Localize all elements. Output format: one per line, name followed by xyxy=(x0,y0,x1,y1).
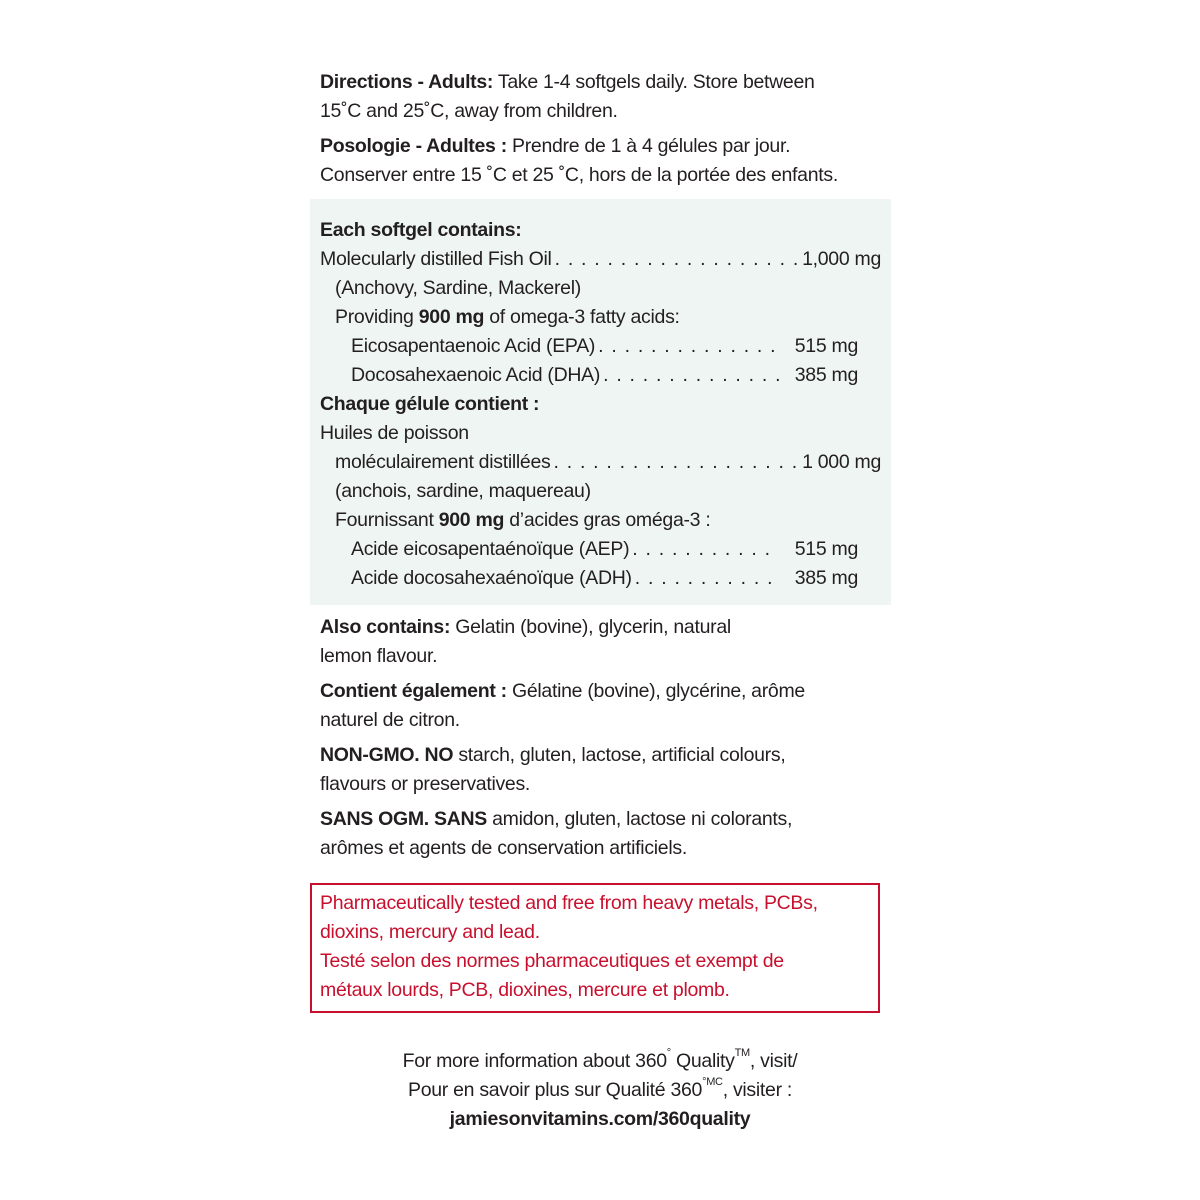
degree-mark: ° xyxy=(666,1047,671,1059)
ingredient-row-adh xyxy=(320,564,858,593)
providing-pre: Providing xyxy=(335,306,414,328)
non-gmo-fr xyxy=(320,805,920,863)
directions-en xyxy=(320,68,920,126)
ingredient-row-aep xyxy=(320,535,858,564)
ingredient-row-epa xyxy=(320,332,858,361)
directions-en-text: Take 1-4 softgels daily. Store between xyxy=(493,71,815,93)
mc-mark: °MC xyxy=(702,1076,723,1088)
footer-en-mid: Quality xyxy=(670,1050,735,1072)
directions-fr-text: Prendre de 1 à 4 gélules par jour. xyxy=(506,135,791,157)
ingredient-name: Molecularly distilled Fish Oil xyxy=(320,248,552,270)
also-contains-fr-label: Contient également : xyxy=(320,680,507,702)
ingredient-amount: 385 mg xyxy=(794,567,858,589)
non-gmo-fr-text-2: arômes et agents de conservation artificiels. xyxy=(320,837,687,859)
warning-line-4: métaux lourds, PCB, dioxines, mercure et plomb. xyxy=(320,979,730,1001)
leader-dots xyxy=(598,332,779,361)
also-contains-en-text: Gelatin (bovine), glycerin, natural xyxy=(450,616,731,638)
ingredient-name: Acide eicosapentaénoïque (AEP) xyxy=(351,538,630,560)
quality-footer xyxy=(320,1047,880,1134)
leader-dots xyxy=(553,448,799,477)
providing-amount: 900 mg xyxy=(438,509,505,531)
warning-line-1: Pharmaceutically tested and free from heavy metals, PCBs, xyxy=(320,892,818,914)
footer-en-pre: For more information about 360 xyxy=(402,1050,667,1072)
providing-post: d’acides gras oméga-3 : xyxy=(509,509,711,531)
ingredient-fish-oil-fr-line1: Huiles de poisson xyxy=(320,422,469,444)
ingredient-amount: 1 000 mg xyxy=(802,451,881,473)
providing-post: of omega-3 fatty acids: xyxy=(489,306,680,328)
ingredient-amount: 515 mg xyxy=(794,335,858,357)
leader-dots xyxy=(555,245,800,274)
directions-en-label: Directions - Adults: xyxy=(320,71,494,93)
footer-fr xyxy=(320,1076,880,1105)
leader-dots xyxy=(603,361,779,390)
ingredient-row-fish-oil-en xyxy=(320,245,881,274)
warning-line-2: dioxins, mercury and lead. xyxy=(320,921,540,943)
also-contains-en-text-2: lemon flavour. xyxy=(320,645,438,667)
ingredient-amount: 385 mg xyxy=(794,364,858,386)
directions-fr-label: Posologie - Adultes : xyxy=(320,135,507,157)
ingredient-name: Docosahexaenoic Acid (DHA) xyxy=(351,364,601,386)
non-gmo-en-label: NON-GMO. NO xyxy=(320,744,454,766)
ingredients-fr-heading: Chaque gélule contient : xyxy=(320,393,540,415)
ingredients-en-heading: Each softgel contains: xyxy=(320,219,522,241)
product-label xyxy=(320,68,920,1134)
footer-fr-pre: Pour en savoir plus sur Qualité 360 xyxy=(408,1079,703,1101)
providing-amount: 900 mg xyxy=(418,306,485,328)
footer-en xyxy=(320,1047,880,1076)
leader-dots xyxy=(635,564,779,593)
ingredient-name: Eicosapentaenoic Acid (EPA) xyxy=(351,335,596,357)
footer-fr-post: , visiter : xyxy=(722,1079,792,1101)
trademark-mark: TM xyxy=(734,1047,750,1059)
also-contains-fr-text-2: naturel de citron. xyxy=(320,709,460,731)
footer-en-post: , visit/ xyxy=(749,1050,798,1072)
directions-en-text-2: 15˚C and 25˚C, away from children. xyxy=(320,100,618,122)
ingredient-row-fish-oil-fr xyxy=(320,448,881,477)
ingredient-name: Acide docosahexaénoïque (ADH) xyxy=(351,567,632,589)
providing-pre: Fournissant xyxy=(335,509,434,531)
non-gmo-en-text: starch, gluten, lactose, artificial colours, xyxy=(453,744,786,766)
also-contains-fr-text: Gélatine (bovine), glycérine, arôme xyxy=(506,680,805,702)
purity-warning-box xyxy=(310,883,880,1013)
also-contains-en-label: Also contains: xyxy=(320,616,451,638)
directions-fr-text-2: Conserver entre 15 ˚C et 25 ˚C, hors de la portée des enfants. xyxy=(320,164,838,186)
ingredient-source-fr: (anchois, sardine, maquereau) xyxy=(335,480,591,502)
ingredient-providing-en xyxy=(320,303,881,332)
ingredient-providing-fr xyxy=(320,506,881,535)
ingredient-name: moléculairement distillées xyxy=(335,451,551,473)
non-gmo-fr-text: amidon, gluten, lactose ni colorants, xyxy=(487,808,793,830)
warning-line-3: Testé selon des normes pharmaceutiques et exempt de xyxy=(320,950,784,972)
leader-dots xyxy=(632,535,779,564)
footer-url: jamiesonvitamins.com/360quality xyxy=(449,1108,751,1130)
non-gmo-fr-label: SANS OGM. SANS xyxy=(320,808,487,830)
directions-fr xyxy=(320,132,920,190)
non-gmo-en xyxy=(320,741,920,799)
ingredient-row-dha xyxy=(320,361,858,390)
also-contains-en xyxy=(320,613,920,671)
ingredients-panel xyxy=(310,199,891,605)
ingredient-source-en: (Anchovy, Sardine, Mackerel) xyxy=(335,277,581,299)
ingredient-amount: 1,000 mg xyxy=(802,248,881,270)
also-contains-fr xyxy=(320,677,920,735)
non-gmo-en-text-2: flavours or preservatives. xyxy=(320,773,531,795)
ingredient-amount: 515 mg xyxy=(794,538,858,560)
